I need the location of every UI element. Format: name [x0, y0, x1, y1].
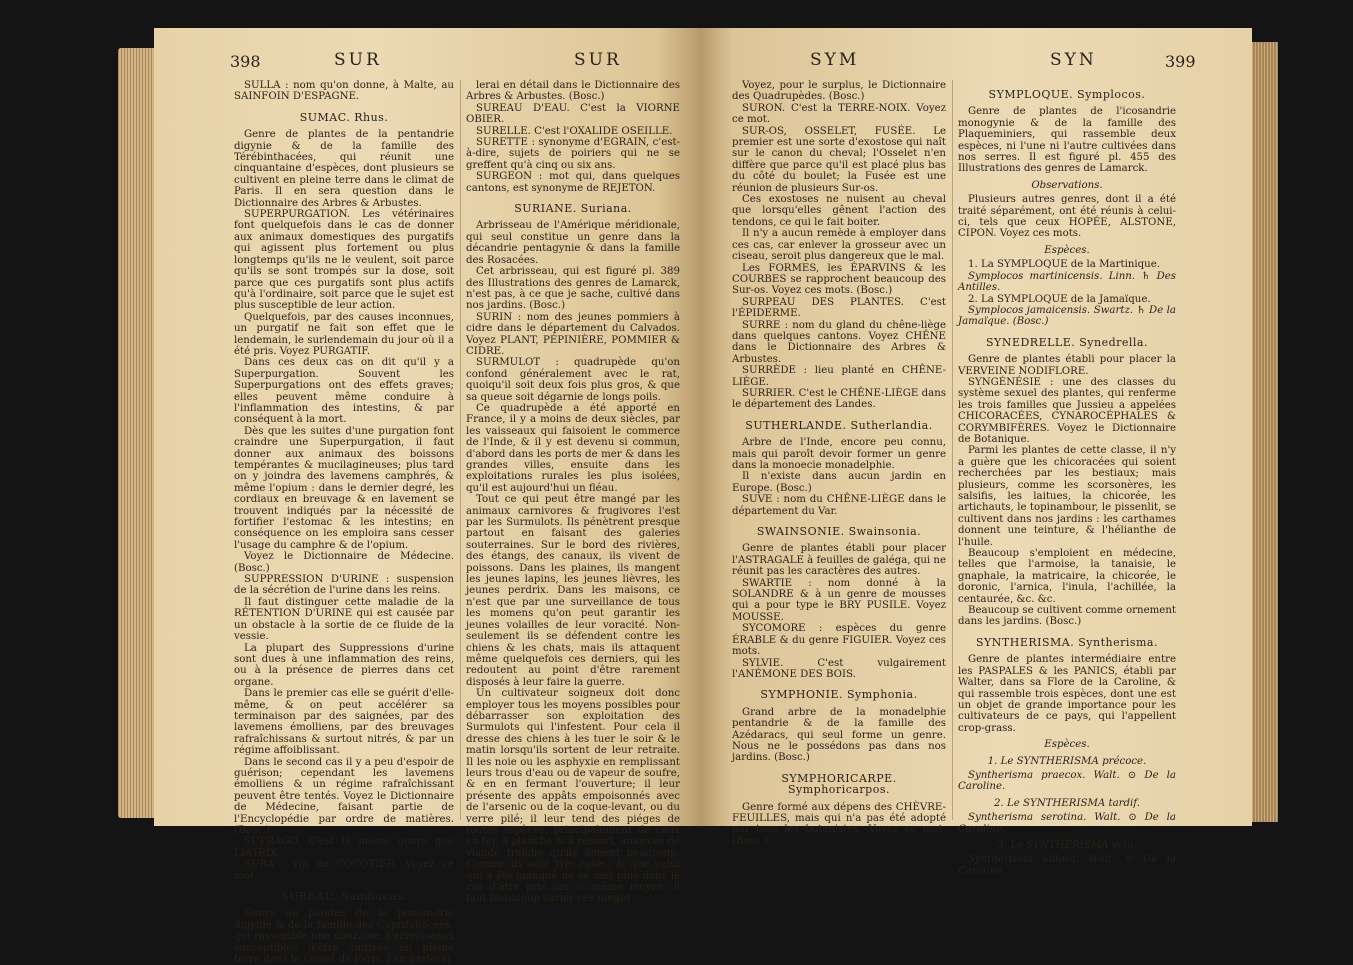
- paragraph: Dans ces deux cas on dit qu'il y a Superpurgation. Souvent les Superpurgations ont des effets graves; elles peuvent même conduire à l'inflammation des intestins, & par conséquent à la mort.: [234, 357, 454, 426]
- paragraph: Voyez, pour le surplus, le Dictionnaire des Quadrupèdes. (Bosc.): [732, 80, 946, 103]
- paragraph: Arbrisseau de l'Amérique méridionale, qui seul constitue un genre dans la décandrie pentagynie & dans la famille des Rosacées.: [466, 220, 680, 266]
- left-page-header: [154, 50, 700, 74]
- species-latin: Syntherisma serotina. Walt. ⊙ De la Caroline.: [958, 812, 1176, 835]
- subheading-especes: Espèces.: [1044, 739, 1090, 751]
- subheading-observations: Observations.: [1031, 179, 1103, 191]
- entry-sylvie: SYLVIE. C'est vulgairement l'ANÉMONE DES BOIS.: [732, 657, 946, 680]
- entry-surmulot: SURMULOT : quadrupède qu'on confond généralement avec le rat, quoiqu'il soit deux fois plus gros, & que sa queue soit dégarnie de longs poils.: [466, 357, 680, 403]
- page-edges-right: [1252, 42, 1278, 822]
- paragraph: Voyez le Dictionnaire de Médecine. (Bosc.): [234, 551, 454, 574]
- paragraph: Genre de plantes intermédiaire entre les PASPALES & les PANICS, établi par Walter, dans sa Flore de la Caroline, & qui rassemble trois espèces, dont une est un objet de grande importance pour les cultivateurs de ce pays, qui l'appellent crop-grass.: [958, 654, 1176, 734]
- right-page-column-2: [958, 80, 1176, 877]
- right-page-column-1: [732, 80, 946, 847]
- species-item: 2. La SYMPLOQUE de la Jamaïque.: [968, 293, 1151, 305]
- entry-suron: SURON. C'est la TERRE-NOIX. Voyez ce mot.: [732, 102, 946, 126]
- paragraph: Beaucoup se cultivent comme ornement dans les jardins. (Bosc.): [958, 605, 1176, 628]
- paragraph: Dans le premier cas elle se guérit d'elle-même, & on peut accélérer sa terminaison par des saignées, par des lavemens émolliens, par des breuvages rafraîchissans & surtout nitrés, & par un régime affoiblissant.: [234, 688, 454, 757]
- paragraph: Cet arbrisseau, qui est figuré pl. 389 des Illustrations des genres de Lamarck, n'est pas, à ce que je sache, cultivé dans nos jardins. (Bosc.): [466, 266, 680, 312]
- right-page: [700, 28, 1252, 877]
- heading-sumac: SUMAC. Rhus.: [299, 110, 389, 124]
- entry-sycomore: SYCOMORE : espèces du genre ÉRABLE & du genre FIGUIER. Voyez ces mots.: [732, 623, 946, 658]
- open-book: [118, 28, 1278, 965]
- entry-surelle: SURELLE. C'est l'OXALIDE OSEILLE.: [476, 125, 673, 137]
- paragraph: Parmi les plantes de cette classe, il n'y a guère que les chicoracées qui soient recherchées par les bestiaux; mais plusieurs, comme les scorsonères, les salsifis, les laitues, la chicorée, les artichauts, le topinambour, le pissenlit, se cultivent dans nos jardins : les carthames donnent une teinture, & l'hélianthe de l'huile.: [958, 445, 1176, 548]
- left-page-number: 398: [230, 52, 261, 71]
- right-page-number: 399: [1165, 52, 1196, 71]
- heading-synedrelle: SYNEDRELLE. Synedrella.: [986, 335, 1148, 349]
- entry-surrede: SURRÈDE : lieu planté en CHÊNE-LIÈGE.: [732, 365, 946, 388]
- paragraph: Genre de plantes de la pentandrie digynie & de la famille des Caprifoliacées, qui rassemble une douzaine d'arbrisseaux susceptibles d'être cultivés en pleine terre dans le climat de Paris. J'en parlerai: [234, 908, 454, 965]
- entry-sulla: SULLA : nom qu'on donne, à Malte, au SAINFOIN D'ESPAGNE.: [234, 80, 454, 103]
- species-latin: Symplocos martinicensis. Linn. ♄ Des Antilles.: [958, 270, 1176, 294]
- entry-surrier: SURRIER. C'est le CHÊNE-LIÈGE dans le département des Landes.: [732, 387, 946, 411]
- species-item: 1. La SYMPLOQUE de la Martinique.: [968, 259, 1161, 271]
- species-item: 1. Le SYNTHERISMA précoce.: [987, 755, 1147, 767]
- entry-sura: SURA : vin de COCOTIER. Voyez ce mot.: [234, 859, 454, 882]
- paragraph: Genre de plantes de l'icosandrie monogynie & de la famille des Plaqueminiers, qui rassemble deux espèces, ni l'une ni l'autre cultivées dans nos serres. Il est figuré pl. 455 des Illustrations des genres de Lamarck.: [958, 106, 1176, 175]
- heading-swainsonie: SWAINSONIE. Swainsonia.: [756, 525, 922, 539]
- right-header-left: SYM: [810, 50, 860, 70]
- entry-suprago: SUPRAGO. C'est le même genre que LIATRIX.: [234, 836, 454, 859]
- left-header-left: SUR: [334, 50, 382, 70]
- paragraph: La plupart des Suppressions d'urine sont dues à une inflammation des reins, ou à la présence de pierres dans cet organe.: [234, 642, 454, 688]
- paragraph: Quelquefois, par des causes inconnues, un purgatif ne fait son effet que le lendemain, le surlendemain du jour où il a été pris. Voyez PURGATIF.: [234, 311, 454, 357]
- entry-syngenesie: SYNGÉNÉSIE : une des classes du système sexuel des plantes, qui renferme les trois familles que Jussieu a appelées CHICORACÉES, CYNAROCÉPHALES & CORYMBIFÈRES. Voyez le Dictionnaire de Botanique.: [958, 376, 1176, 445]
- entry-swartie: SWARTIE : nom donné à la SOLANDRE & à un genre de mousses qui a pour type le BRY PUSILE. Voyez MOUSSE.: [732, 577, 946, 623]
- heading-symphonie: SYMPHONIE. Symphonia.: [760, 688, 918, 702]
- left-page-column-1: [234, 80, 454, 965]
- entry-surpeau: SURPEAU DES PLANTES. C'est l'ÉPIDERME.: [732, 296, 946, 320]
- paragraph: Il n'existe dans aucun jardin en Europe. (Bosc.): [732, 471, 946, 494]
- column-rule: [460, 80, 461, 820]
- entry-surgeon: SURGEON : mot qui, dans quelques cantons, est synonyme de REJETON.: [466, 171, 680, 194]
- subheading-especes: Espèces.: [1044, 244, 1090, 256]
- species-latin: Syntherisma villosa. Walt. ⊙ De la Caroline.: [958, 854, 1176, 877]
- paragraph: Les FORMES, les ÉPARVINS & les COURBES se rapprochent beaucoup des Sur-os. Voyez ces mots. (Bosc.): [732, 262, 946, 297]
- paragraph: Beaucoup s'emploient en médecine, telles que l'armoise, la tanaisie, le gnaphale, la matricaire, la chicorée, le doronic, l'arnica, l'inula, l'achillée, la centaurée, &c. &c.: [958, 548, 1176, 605]
- entry-surette: SURETTE : synonyme d'EGRAIN, c'est-à-dire, sujets de poiriers qui ne se greffent qu'à cinq ou six ans.: [466, 137, 680, 171]
- paragraph: Arbre de l'Inde, encore peu connu, mais qui paroît devoir former un genre dans la monoecie monadelphie.: [732, 437, 946, 471]
- column-rule: [952, 80, 953, 820]
- paragraph: Genre formé aux dépens des CHÈVRE-FEUILLES, mais qui n'a pas été adopté par tous les botanistes. Voyez ce mot. (Bosc.): [732, 801, 946, 847]
- paragraph: Dans le second cas il y a peu d'espoir de guérison; cependant les lavemens émolliens & un régime rafraîchissant peuvent être tentés. Voyez le Dictionnaire de Médecine, faisant partie de l'Encyclopédie par ordre de matières. (Bosc.): [234, 756, 454, 836]
- paragraph: Genre de plantes établi pour placer l'ASTRAGALE à feuilles de galéga, qui ne réunit pas les caractères des autres.: [732, 543, 947, 578]
- paragraph: Il n'y a aucun remède à employer dans ces cas, car enlever la grosseur avec un ciseau, seroit plus dangereux que le mal.: [732, 228, 946, 263]
- paragraph: Tout ce qui peut être mangé par les animaux carnivores & frugivores l'est par les Surmulots. Ils pénètrent presque partout en faisant des galeries souterraines. Sur le bord des rivières, des étangs, des canaux, ils vivent de poissons. Dans les plaines, ils mangent les jeunes lapins, les jeunes lièvres, les jeunes perdrix. Dans les maisons, ce n'est que par une surveillance de tous les momens qu'on peut garantir les jeunes volailles de leur voracité. Non-seulement ils se défendent contre les chiens & les chats, mais ils attaquent même quelquefois ces derniers, qui les redoutent au point d'être rarement disposés à leur faire la guerre.: [466, 494, 680, 688]
- species-latin: Syntherisma praecox. Walt. ⊙ De la Caroline.: [958, 769, 1176, 793]
- left-page: [154, 28, 700, 965]
- heading-sureau: SUREAU. Sambucus.: [281, 890, 407, 904]
- entry-superpurgation: SUPERPURGATION. Les vétérinaires font quelquefois dans le cas de donner aux animaux domestiques des purgatifs qui agissent plus fortement ou plus longtemps qu'ils ne le veulent, soit parce qu'ils se sont trompés sur la dose, soit parce que ces purgatifs sont plus actifs qu'à l'ordinaire, soit parce que le sujet est plus susceptible de leur action.: [234, 209, 454, 312]
- right-header-right: SYN: [1050, 50, 1097, 70]
- right-page-header: [700, 50, 1252, 74]
- entry-sureau-eau: SUREAU D'EAU. C'est la VIORNE OBIER.: [466, 102, 680, 126]
- entry-suppression-urine: SUPPRESSION D'URINE : suspension de la sécrétion de l'urine dans les reins.: [234, 574, 454, 597]
- paragraph: Grand arbre de la monadelphie pentandrie & de la famille des Azédaracs, qui seul forme un genre. Nous ne le possédons pas dans nos jardins. (Bosc.): [732, 706, 946, 764]
- left-page-column-2: [466, 80, 680, 905]
- paragraph: Genre de plantes de la pentandrie digynie & de la famille des Térébinthacées, qui réunit une cinquantaine d'espèces, dont plusieurs se cultivent en pleine terre dans le climat de Paris. Il en sera question dans le Dictionnaire des Arbres & Arbustes.: [234, 129, 454, 209]
- entry-suve: SUVE : nom du CHÊNE-LIÈGE dans le département du Var.: [732, 494, 946, 517]
- paragraph: Plusieurs autres genres, dont il a été traité séparément, ont été réunis à celui-ci, tels que ceux HOPÉE, ALSTONE, CIPON. Voyez ces mots.: [958, 194, 1176, 240]
- heading-syntherisma: SYNTHERISMA. Syntherisma.: [975, 635, 1158, 649]
- species-item: 2. Le SYNTHERISMA tardif.: [994, 797, 1140, 809]
- paragraph: Ce quadrupède a été apporté en France, il y a moins de deux siècles, par les vaisseaux qui faisoient le commerce de l'Inde, & il y est devenu si commun, d'abord dans les ports de mer & dans les grandes villes, ensuite dans les exploitations rurales les plus isolées, qu'il est aujourd'hui un fléau.: [466, 402, 680, 494]
- entry-sur-os: SUR-OS, OSSELET, FUSÉE. Le premier est une sorte d'exostose qui naît sur le canon du cheval; l'Osselet n'en diffère que parce qu'il est placé plus bas du côté du boulet; la Fusée est une réunion de plusieurs Sur-os.: [732, 125, 946, 194]
- heading-suriane: SURIANE. Suriana.: [514, 202, 632, 216]
- species-item: 3. Le SYNTHERISMA velu.: [997, 839, 1137, 851]
- left-header-right: SUR: [574, 50, 622, 70]
- species-latin: Symplocos jamaicensis. Swartz. ♄ De la Jamaïque. (Bosc.): [958, 304, 1176, 328]
- entry-surin: SURIN : nom des jeunes pommiers à cidre dans le département du Calvados. Voyez PLANT, PÉPINIÈRE, POMMIER & CIDRE.: [466, 311, 680, 357]
- paragraph: Ces exostoses ne nuisent au cheval que lorsqu'elles gênent l'action des tendons, ce qui le fait boiter.: [732, 194, 946, 228]
- heading-symphoricarpe: SYMPHORICARPE. Symphoricarpos.: [781, 771, 897, 797]
- page-edges-left: [118, 48, 154, 818]
- heading-symploque: SYMPLOQUE. Symplocos.: [988, 88, 1146, 101]
- paragraph: Genre de plantes établi pour placer la VERVEINE NODIFLORE.: [958, 354, 1176, 377]
- entry-surre: SURRE : nom du gland du chêne-liège dans quelques cantons. Voyez CHÊNE dans le Dictionnaire des Arbres & Arbustes.: [732, 319, 946, 365]
- paragraph: Un cultivateur soigneux doit donc employer tous les moyens possibles pour débarrasser son exploitation des Surmulots qui l'infestent. Pour cela il dresse des chiens à les tuer le soir & le matin lorsqu'ils sortent de leur retraite. Il les noie ou les asphyxie en remplissant leurs trous d'eau ou de vapeur de soufre, & en en fermant l'ouverture; il leur présente des appâts empoisonnés avec de l'arsenic ou de la coque-levant, ou du verre pilé; il leur tend des piéges de toutes espèces, principalement de ceux en fer, à planche & à ressort, amorcés de viande fraîche qu'ils aiment beaucoup. Comme ils sont très-rusés, & que celui qui a été manqué ne se met plus dans le cas d'être pris par le même moyen, il faut beaucoup varier ces piéges.: [466, 688, 680, 905]
- paragraph: Il faut distinguer cette maladie de la RÉTENTION D'URINE qui est causée par un obstacle à la sortie de ce fluide de la vessie.: [234, 596, 454, 643]
- paragraph: lerai en détail dans le Dictionnaire des Arbres & Arbustes. (Bosc.): [466, 80, 680, 103]
- heading-sutherlande: SUTHERLANDE. Sutherlandia.: [745, 418, 933, 432]
- paragraph: Dès que les suites d'une purgation font craindre une Superpurgation, il faut donner aux animaux des boissons tempérantes & mucilagineuses; plus tard on y joindra des lavemens camphrés, & même l'opium : dans le dernier degré, les cordiaux en breuvage & en lavement se trouvent indiqués par la nécessité de fortifier l'estomac & les intestins; en conséquence on les emploira sans cesser l'usage du camphre & de l'opium.: [234, 425, 454, 551]
